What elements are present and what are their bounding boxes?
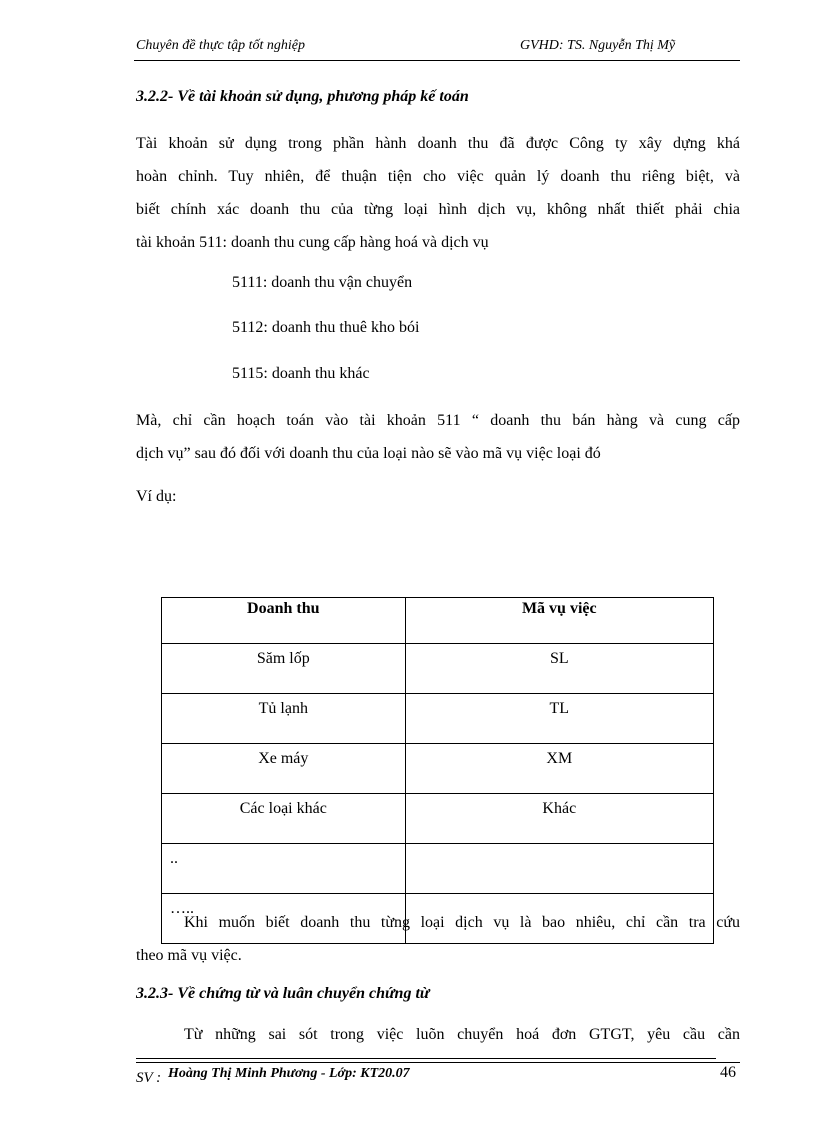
account-item: 5111: doanh thu vận chuyển xyxy=(232,274,413,291)
paragraph-accounts xyxy=(136,127,740,259)
revenue-code-table xyxy=(161,597,714,944)
table-row xyxy=(162,744,714,794)
table-cell: Khác xyxy=(405,794,713,844)
account-item: 5115: doanh thu khác xyxy=(232,365,370,382)
table-cell: Các loại khác xyxy=(162,794,406,844)
footer-rule xyxy=(136,1058,716,1059)
paragraph-lookup xyxy=(136,906,740,972)
footer-sv-label: SV : xyxy=(136,1070,162,1086)
table-cell: Tủ lạnh xyxy=(162,694,406,744)
paragraph-line: Mà, chỉ cần hoạch toán vào tài khoản 511 “ doanh thu bán hàng và cung cấp xyxy=(136,412,740,429)
page-number: 46 xyxy=(720,1064,736,1081)
header-supervisor: GVHD: TS. Nguyễn Thị Mỹ xyxy=(520,38,676,53)
header-title: Chuyên đề thực tập tốt nghiệp xyxy=(136,38,305,53)
table-cell: .. xyxy=(162,844,406,894)
paragraph-line: Tài khoản sử dụng trong phần hành doanh thu đã được Công ty xây dựng khá xyxy=(136,135,740,152)
section-heading-322: 3.2.2- Về tài khoản sử dụng, phương pháp kế toán xyxy=(136,88,469,105)
paragraph-line: hoàn chỉnh. Tuy nhiên, để thuận tiện cho việc quản lý doanh thu riêng biệt, và xyxy=(136,168,740,185)
example-label: Ví dụ: xyxy=(136,488,177,505)
table-header-cell: Mã vụ việc xyxy=(405,598,713,644)
table-cell: ….. xyxy=(162,894,406,944)
section-heading-323: 3.2.3- Về chứng từ và luân chuyển chứng từ xyxy=(136,985,430,1002)
paragraph-line: biết chính xác doanh thu của từng loại hình dịch vụ, không nhất thiết phải chia xyxy=(136,201,740,218)
table-cell xyxy=(405,844,713,894)
footer-rule xyxy=(136,1062,740,1063)
table-cell: Xe máy xyxy=(162,744,406,794)
table-row xyxy=(162,844,714,894)
paragraph-documents xyxy=(136,1018,740,1051)
table-header-row xyxy=(162,598,714,644)
paragraph-line: Khi muốn biết doanh thu từng loại dịch vụ là bao nhiêu, chỉ cần tra cứu xyxy=(184,914,740,931)
paragraph-revenue-mapping xyxy=(136,404,740,470)
table-row xyxy=(162,794,714,844)
paragraph-line: tài khoản 511: doanh thu cung cấp hàng hoá và dịch vụ xyxy=(136,234,489,251)
paragraph-line: dịch vụ” sau đó đối với doanh thu của loại nào sẽ vào mã vụ việc loại đó xyxy=(136,445,601,462)
table-row xyxy=(162,694,714,744)
table-cell: XM xyxy=(405,744,713,794)
table-cell: Săm lốp xyxy=(162,644,406,694)
table-header-cell: Doanh thu xyxy=(162,598,406,644)
table-cell: TL xyxy=(405,694,713,744)
table-row xyxy=(162,644,714,694)
header-rule xyxy=(134,60,740,61)
paragraph-line: Từ những sai sót trong việc luõn chuyển hoá đơn GTGT, yêu cầu cần xyxy=(184,1026,740,1043)
account-item: 5112: doanh thu thuê kho bói xyxy=(232,319,420,336)
table-cell: SL xyxy=(405,644,713,694)
footer-student: Hoàng Thị Minh Phương - Lớp: KT20.07 xyxy=(168,1066,410,1081)
paragraph-line: theo mã vụ việc. xyxy=(136,947,242,964)
